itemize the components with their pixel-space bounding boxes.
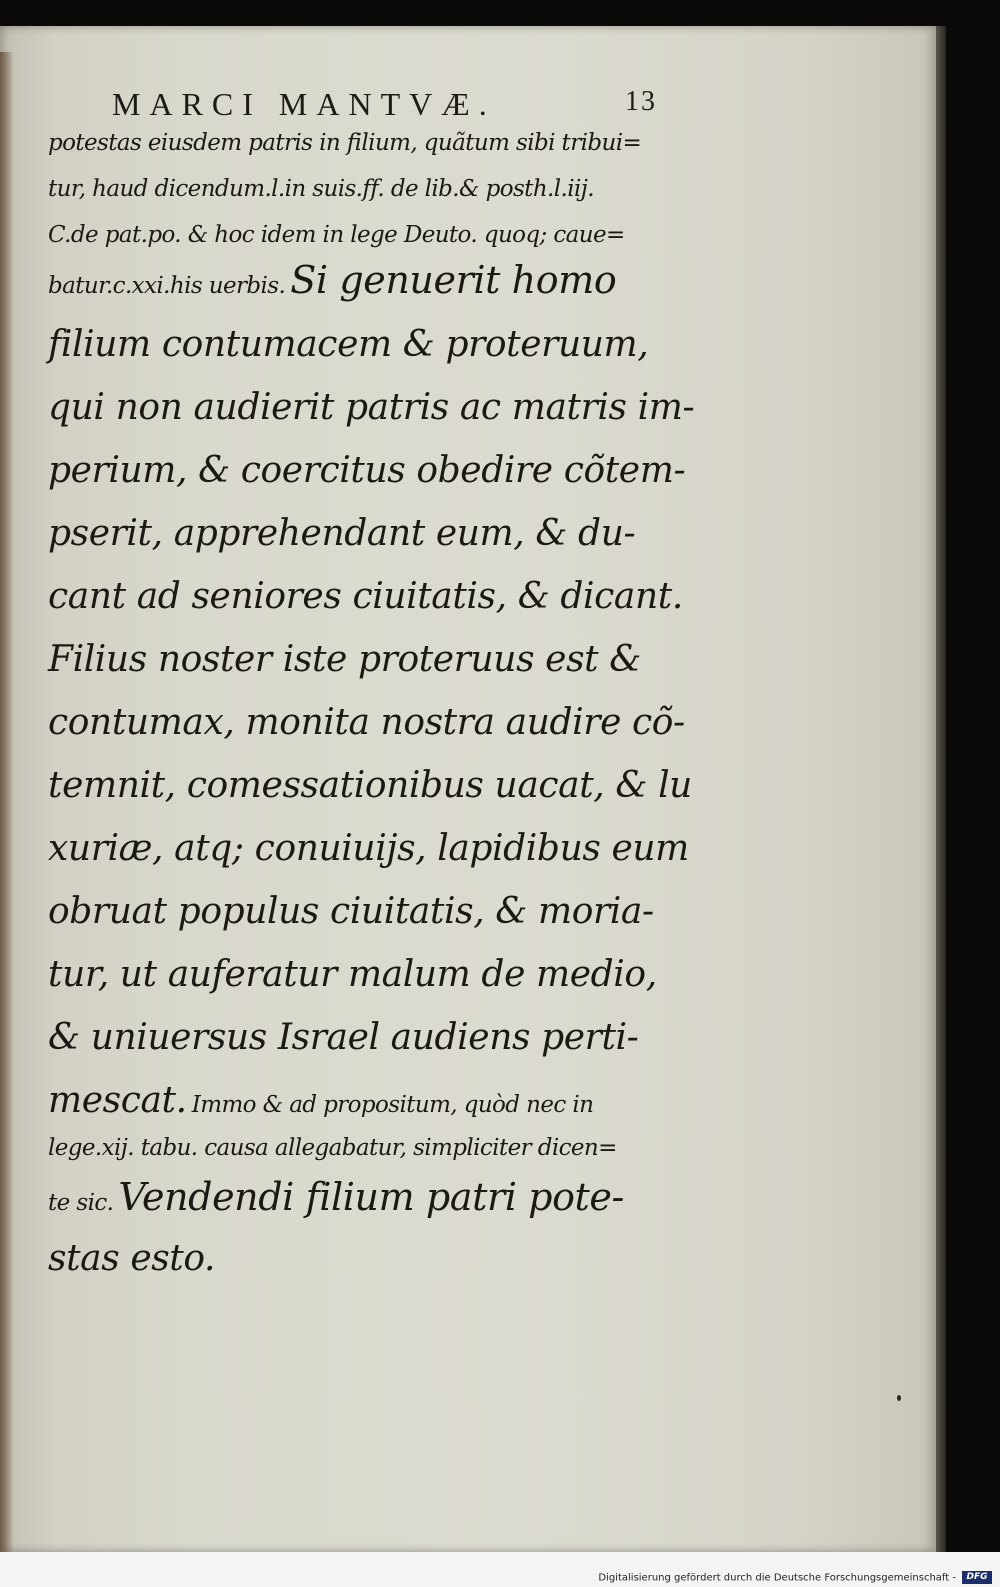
dfg-logo: DFG	[962, 1571, 992, 1584]
text-line: filium contumacem & proteruum,	[48, 324, 649, 365]
text-line: tur, ut auferatur malum de medio,	[48, 954, 657, 995]
page-edge	[936, 26, 946, 1552]
text-line: stas esto.	[48, 1238, 216, 1279]
text-line: qui non audierit patris ac matris im-	[48, 387, 695, 428]
text-line: Filius noster iste proteruus est &	[48, 639, 641, 680]
text-line: perium, & coercitus obedire cõtem-	[48, 450, 686, 491]
text-line: pserit, apprehendant eum, & du-	[48, 513, 636, 554]
text-line: C.de pat.po. & hoc idem in lege Deuto. quoq; caue=	[48, 222, 625, 248]
running-title: MARCI MANTVÆ.	[112, 86, 496, 122]
text-line: cant ad seniores ciuitatis, & dicant.	[48, 576, 683, 617]
ink-speck	[897, 1395, 901, 1401]
text-line: batur.c.xxi.his uerbis. Si genuerit homo	[48, 258, 617, 302]
text-line: lege.xij. tabu. causa allegabatur, simpliciter dicen=	[48, 1135, 617, 1161]
funding-credit: Digitalisierung gefördert durch die Deutsche Forschungsgemeinschaft -	[598, 1572, 956, 1584]
text-line: tur, haud dicendum.l.in suis.ff. de lib.& posth.l.iij.	[48, 176, 594, 202]
text-line: temnit, comessationibus uacat, & lu	[48, 765, 692, 806]
text-line: xuriæ, atq; conuiuijs, lapidibus eum	[48, 828, 689, 869]
page-number: 13	[625, 86, 657, 117]
binding-shadow	[0, 52, 14, 1578]
text-line: potestas eiusdem patris in filium, quãtum sibi tribui=	[48, 130, 642, 156]
text-line: & uniuersus Israel audiens perti-	[48, 1017, 639, 1058]
text-line: mescat. Immo & ad propositum, quòd nec in	[48, 1080, 594, 1121]
text-line: obruat populus ciuitatis, & moria-	[48, 891, 654, 932]
text-line: contumax, monita nostra audire cõ-	[48, 702, 685, 743]
text-line: te sic. Vendendi filium patri pote-	[48, 1175, 624, 1219]
